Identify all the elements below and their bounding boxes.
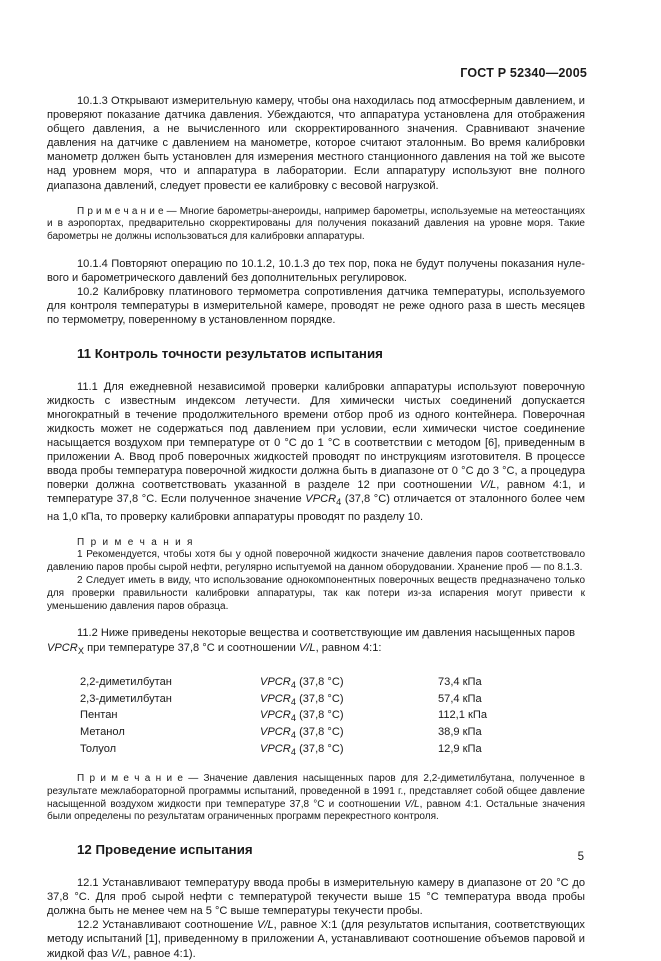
note-item-2: 2 Следует иметь в виду, что использование однокомпонентных поверочных веществ предназначено только для проверки правильности калибровки аппаратуры, так как потери из-за испарения могут привести к уменьшению давления паров образца.	[47, 575, 585, 612]
substance-name: 2,2-диметилбутан	[80, 675, 172, 688]
substance-param	[260, 693, 438, 710]
substance-value: 73,4 кПа	[438, 675, 482, 688]
symbol-vpcr: VPCR	[305, 493, 337, 506]
condition: (37,8 °С)	[295, 675, 344, 688]
substance-name: 2,3-диметилбутан	[80, 692, 172, 705]
text-run: при температуре 37,8 °С и соотношении	[84, 641, 299, 654]
symbol-vl: V/L	[404, 798, 420, 810]
note-dimethylbutane	[47, 773, 585, 824]
text-run: 11.2 Ниже приведены некоторые вещества и соответствующие им давления насыщенных паров	[77, 627, 575, 640]
substances-table	[80, 676, 498, 760]
subscript: 4	[336, 497, 342, 508]
section-11-heading: 11 Контроль точности результатов испытания	[77, 345, 383, 361]
table-row	[80, 726, 498, 743]
substance-value: 38,9 кПа	[438, 726, 482, 739]
paragraph-11-2	[47, 626, 585, 657]
document-header: ГОСТ Р 52340—2005	[460, 66, 587, 80]
document-body	[47, 94, 585, 961]
text-run: , равное X:1 (для результатов испытания, соответствующих методу испытаний [1], приведенному в приложении А, устанавливают соотношение объемов паровой и жидкой фаз	[47, 919, 585, 960]
subscript: 4	[290, 713, 296, 724]
symbol-vpcr: VPCR	[260, 726, 291, 739]
table-row	[80, 709, 498, 726]
symbol-vl: V/L	[256, 919, 274, 932]
note-barometers	[47, 206, 585, 244]
note-label: П р и м е ч а н и е	[77, 205, 164, 217]
substance-value: 112,1 кПа	[438, 709, 488, 722]
substance-param	[260, 676, 438, 693]
paragraph-12-2	[47, 918, 585, 960]
symbol-vl: V/L	[110, 947, 128, 960]
symbol-vpcr: VPCR	[260, 709, 291, 722]
paragraph-10-1-3: 10.1.3 Открывают измерительную камеру, чтобы она находилась под атмосферным давлением, и проверяют показание датчика давления. Убеждаются, что аппаратура установлена для отображения общего давления, а не вычисленного или скорректированного значения. Сравнивают значение давления на датчике с давлением на манометре, которое считают эталонным. Во время калибровки манометр должен быть установлен для измерения местного станционного давления на той же высоте над уровнем моря, что и аппаратура в лаборатории. Если аппаратуру используют вне полного диапазона давлений, следует провести ее калибровку с весовой нагрузкой.	[47, 95, 585, 192]
condition: (37,8 °С)	[295, 743, 344, 756]
symbol-vpcr: VPCR	[260, 675, 291, 688]
substance-name: Толуол	[80, 743, 117, 756]
paragraph-11-1	[47, 380, 585, 524]
condition: (37,8 °С)	[295, 726, 344, 739]
substance-param	[260, 743, 438, 760]
symbol-vpcr: VPCR	[47, 641, 78, 654]
section-12-heading: 12 Проведение испытания	[77, 842, 253, 858]
table-row	[80, 693, 498, 710]
substance-name: Пентан	[80, 709, 118, 722]
note-item-1: 1 Рекомендуется, чтобы хотя бы у одной поверочной жидкости значение давления паров соответствовало давлению паров пробы сырой нефти, регулярно испытуемой на данном оборудовании. Хранение проб — по 8.1.3.	[47, 549, 585, 574]
text-run: 12.2 Устанавливают соотношение	[77, 919, 257, 932]
note-label: П р и м е ч а н и е	[77, 772, 183, 784]
symbol-vl: V/L	[479, 479, 497, 492]
subscript: X	[77, 645, 84, 656]
text-run: (37,8 °С) отличается от эталонного более чем на 1,0 кПа, то проверку калибровки аппаратуры проводят по разделу 10.	[47, 493, 585, 523]
table-row	[80, 743, 498, 760]
text-run: , равном 4:1, и температуре 37,8 °С. Если полученное значение	[47, 479, 586, 506]
substance-name: Метанол	[80, 726, 125, 739]
subscript: 4	[290, 680, 296, 691]
substance-param	[260, 726, 438, 743]
substance-param	[260, 709, 438, 726]
text-run: , равном 4:1:	[315, 641, 382, 654]
notes-title: П р и м е ч а н и я	[77, 536, 195, 548]
condition: (37,8 °С)	[295, 709, 344, 722]
substance-value: 57,4 кПа	[438, 692, 482, 705]
symbol-vpcr: VPCR	[260, 743, 291, 756]
text-run: , равное 4:1).	[127, 947, 196, 960]
subscript: 4	[290, 696, 296, 707]
page-number: 5	[577, 851, 584, 863]
symbol-vl: V/L	[298, 641, 316, 654]
paragraph-10-2: 10.2 Калибровку платинового термометра сопротивления датчика температуры, используемого для контроля температуры в измерительной камере, проводят не реже одного раза в шесть месяцев по термометру, поверенному в установленном порядке.	[47, 286, 585, 327]
paragraph-10-1-4: 10.1.4 Повторяют операцию по 10.1.2, 10.1.3 до тех пор, пока не будут получены показания нулевого и барометрического давлений без дополнительных регулировок.	[47, 258, 585, 285]
condition: (37,8 °С)	[295, 692, 344, 705]
text-run: , равном 4:1. Остальные значения были определены по результатам ограниченных программ перекрестного контроля.	[47, 798, 586, 823]
subscript: 4	[290, 747, 296, 758]
subscript: 4	[290, 730, 296, 741]
note-text: — Многие барометры-анероиды, например барометры, используемые на метеостанциях и в аэропортах, предварительно скорректированы для получения показаний давления на уровне моря. Такие барометры не должны использоваться для калибровки аппаратуры.	[47, 205, 586, 243]
table-row	[80, 676, 498, 693]
text-run: — Значение давления насыщенных паров для 2,2-диметилбутана, полученное в результате межлабораторной программы испытаний, проведенной в 1991 г., представляет собой общее давление насыщенной воздухом жидкости при температуре 37,8 °С и соотношении	[47, 772, 585, 810]
paragraph-12-1: 12.1 Устанавливают температуру ввода пробы в измерительную камеру в диапазоне от 20 °С до 37,8 °С. Для проб сырой нефти с температурой текучести выше 15 °С температура ввода пробы должна быть не менее чем на 5 °С выше температуры текучести пробы.	[47, 877, 585, 918]
symbol-vpcr: VPCR	[260, 692, 291, 705]
substance-value: 12,9 кПа	[438, 743, 482, 756]
text-run: 11.1 Для ежедневной независимой проверки калибровки аппаратуры используют поверочную жидкость с известным индексом летучести. Для химически чистых соединений допускается многократный в течение продолжительного времени отбор проб из одного контейнера. Поверочная жидкость может не содержаться под давлением при условии, если химически чистое соединение насыщается воздухом при температуре от 0 °С до 1 °С в соответствии с методом [6], приведенным в приложении А. Ввод проб поверочных жидкостей проводят по инструкциям изготовителя. В процессе ввода пробы температура поверочной жидкости должна быть в диапазоне от 0 °С до 3 °С, а процедура поверки должна соответствовать указанной в разделе 12 при соотношении	[47, 380, 585, 492]
